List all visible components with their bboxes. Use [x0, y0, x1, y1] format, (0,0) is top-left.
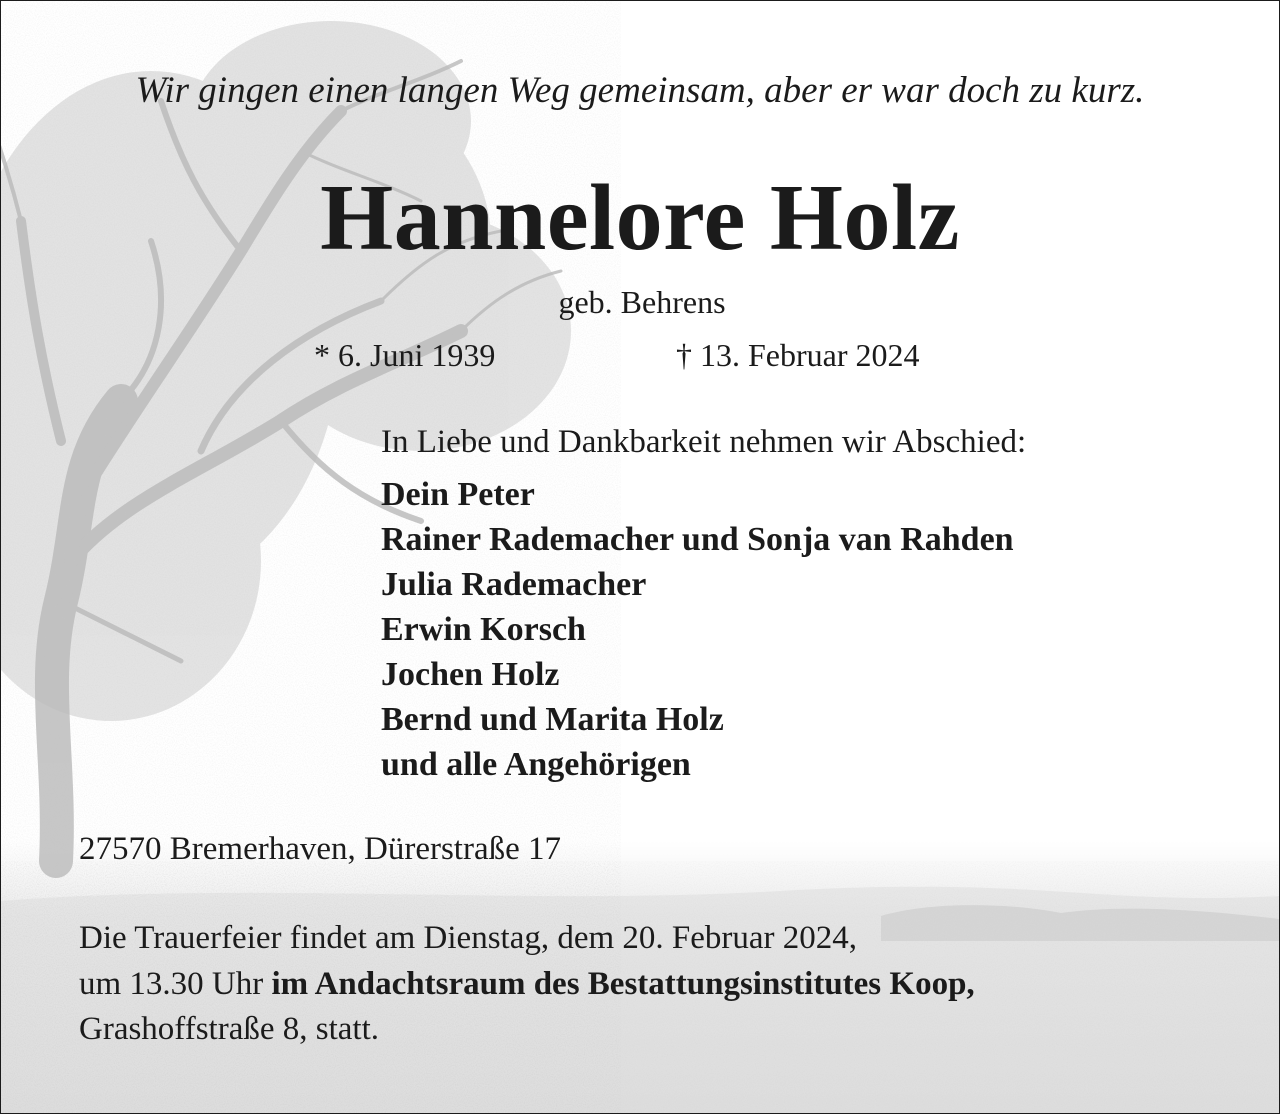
- death-date: † 13. Februar 2024: [676, 337, 920, 373]
- ceremony-venue: im Andachtsraum des Bestattungsinstitutes Koop,: [271, 965, 975, 1002]
- funeral-ceremony-info: [79, 916, 975, 1053]
- ceremony-line-1: Die Trauerfeier findet am Dienstag, dem 20. Februar 2024,: [79, 920, 858, 956]
- deceased-name: Hannelore Holz: [320, 166, 960, 270]
- mourners-list: [381, 472, 1014, 787]
- birth-date: * 6. Juni 1939: [314, 337, 496, 373]
- mourner-item: und alle Angehörigen: [381, 746, 691, 783]
- mourner-item: Bernd und Marita Holz: [381, 701, 724, 738]
- mourner-item: Dein Peter: [381, 476, 535, 513]
- motto-quote: Wir gingen einen langen Weg gemeinsam, aber er war doch zu kurz.: [135, 70, 1145, 111]
- maiden-name: geb. Behrens: [558, 284, 726, 320]
- mourner-item: Jochen Holz: [381, 656, 560, 693]
- farewell-line: In Liebe und Dankbarkeit nehmen wir Abschied:: [381, 424, 1027, 460]
- family-address: 27570 Bremerhaven, Dürerstraße 17: [79, 831, 561, 867]
- mourner-item: Julia Rademacher: [381, 566, 647, 603]
- mourner-item: Erwin Korsch: [381, 611, 586, 648]
- mourner-item: Rainer Rademacher und Sonja van Rahden: [381, 521, 1014, 558]
- ceremony-line-2: [79, 962, 975, 1008]
- ceremony-line-3: Grashoffstraße 8, statt.: [79, 1011, 379, 1047]
- ceremony-time: um 13.30 Uhr: [79, 965, 272, 1002]
